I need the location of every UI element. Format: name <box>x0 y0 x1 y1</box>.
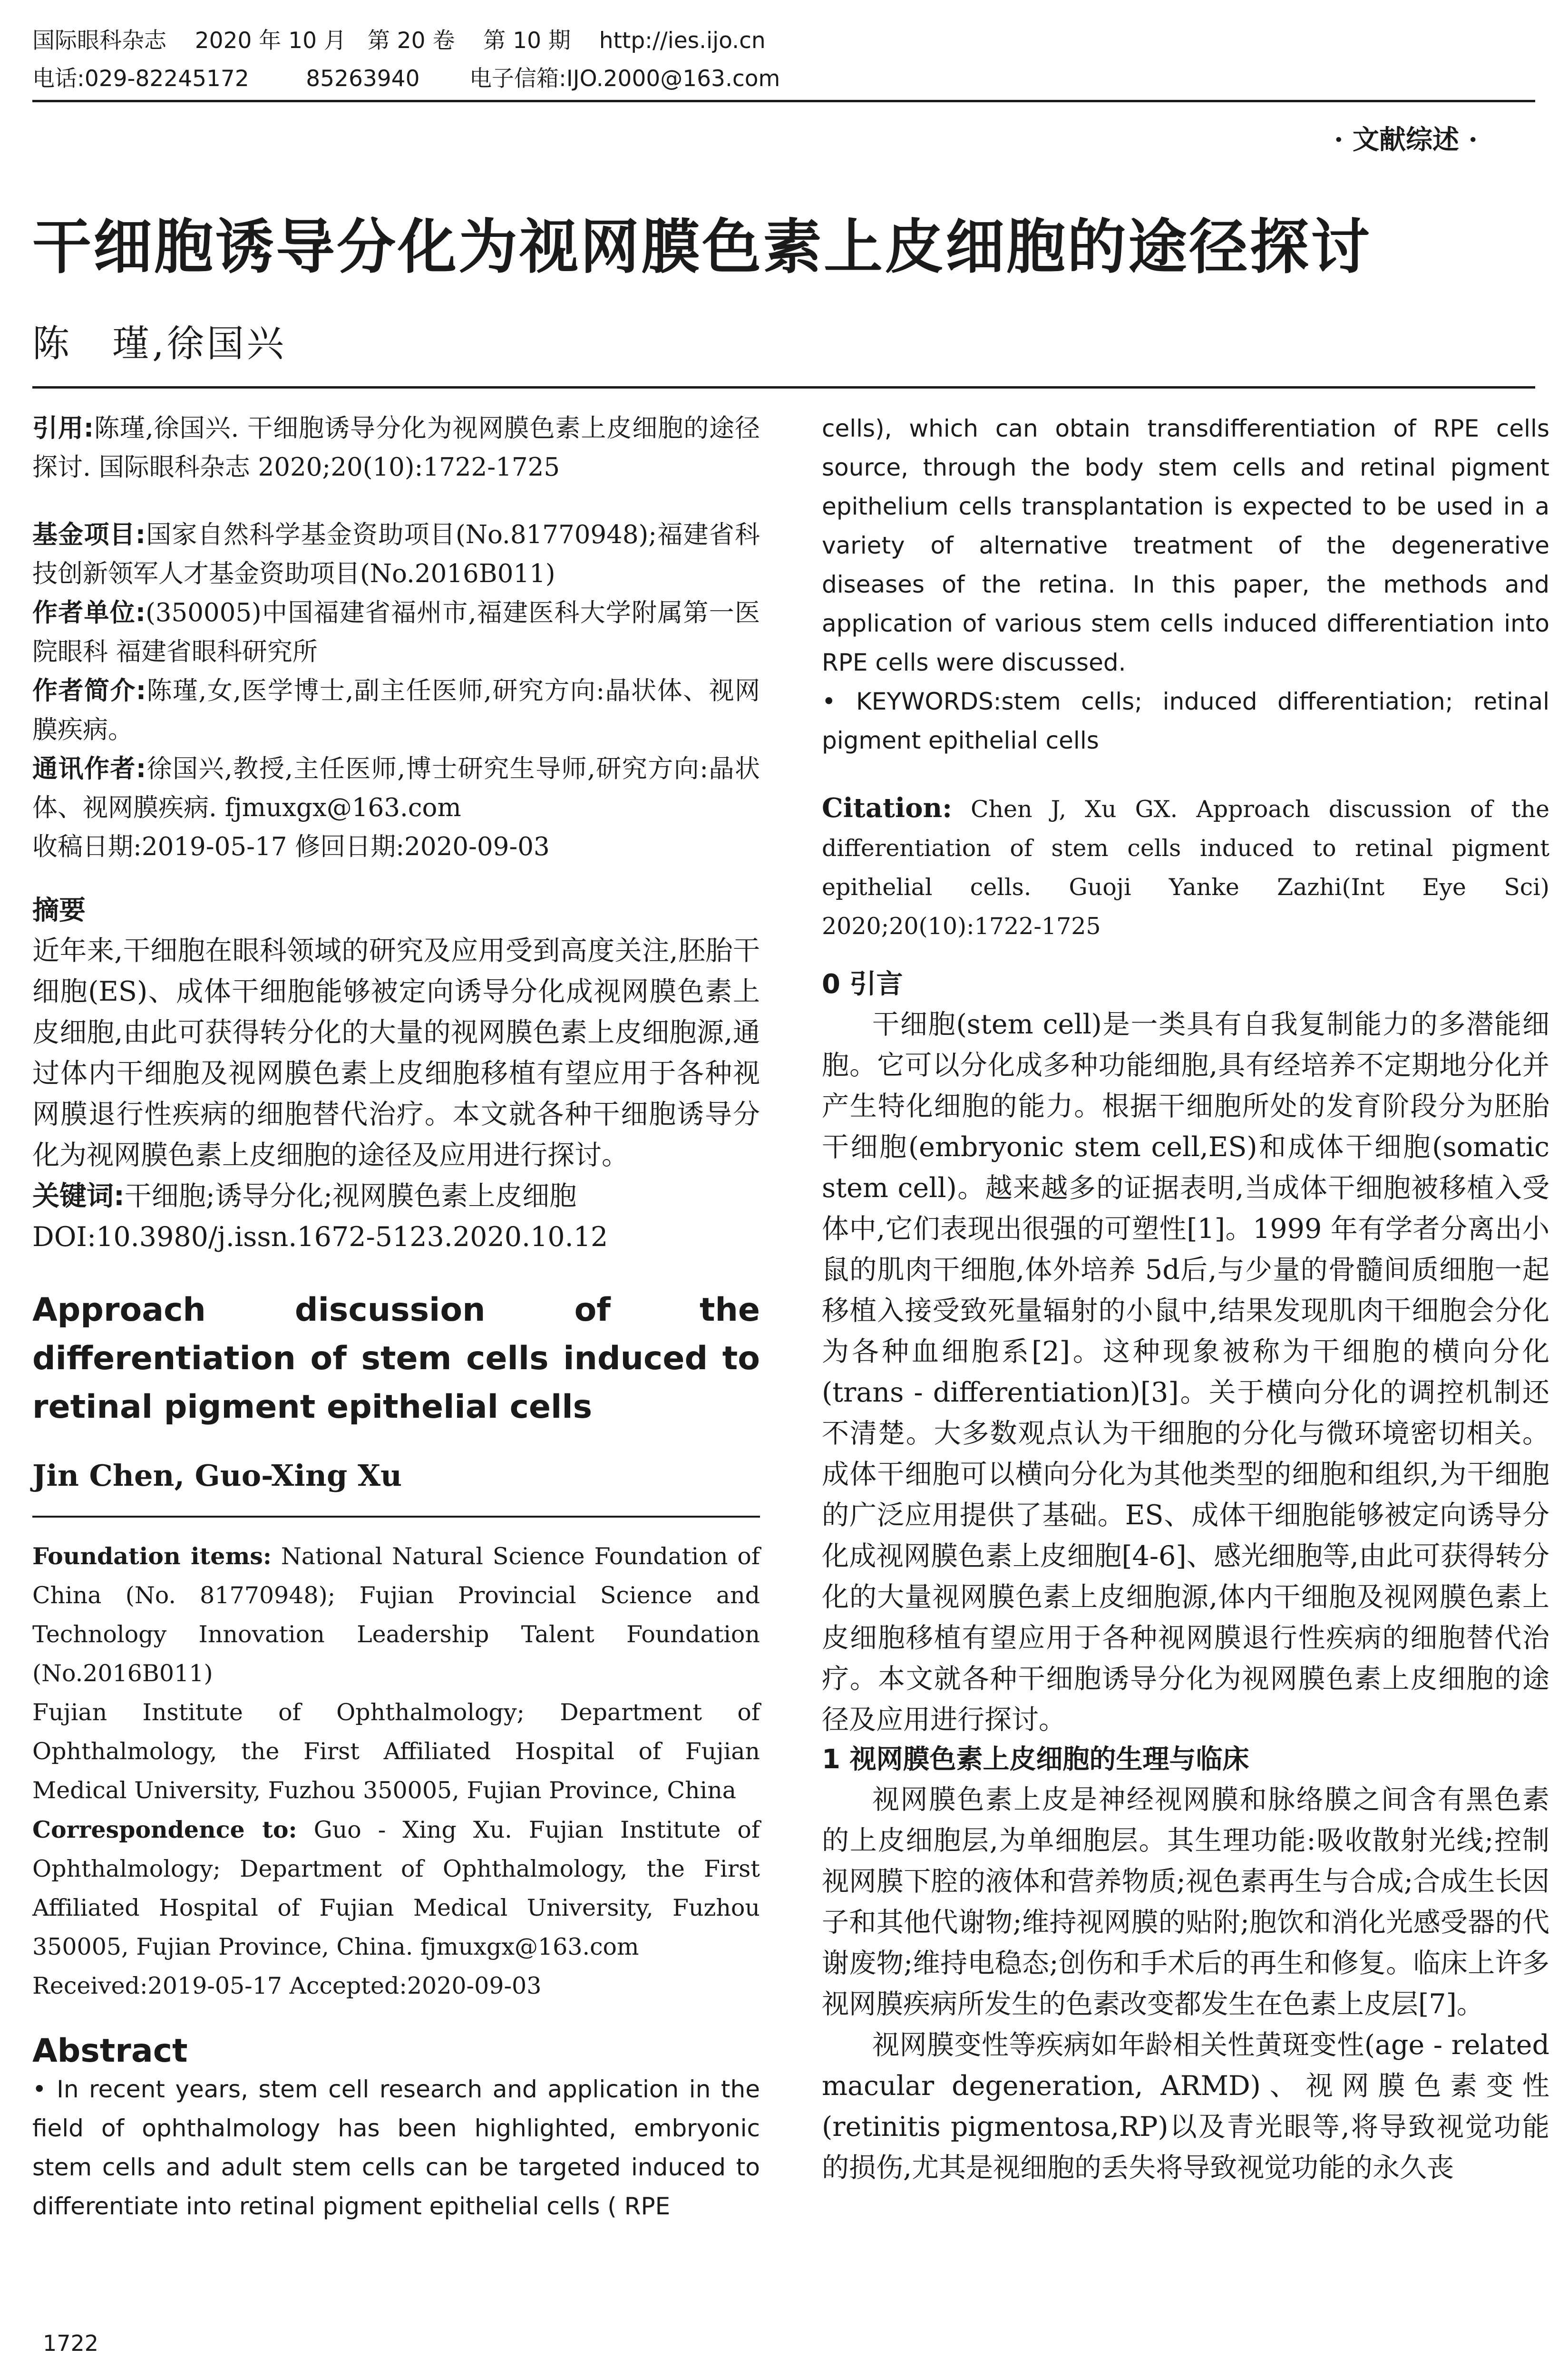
english-correspondence-text: Guo - Xing Xu. Fujian Institute of Ophthalmology; Department of Ophthalmology, the First Affiliated Hospital of Fujian Medical University, Fuzhou 350005, Fujian Province, China. fjmuxgx@163.com <box>32 1816 760 1960</box>
author-bio-text: 陈瑾,女,医学博士,副主任医师,研究方向:晶状体、视网膜疾病。 <box>32 676 760 744</box>
author-bio-label: 作者简介: <box>32 676 146 705</box>
citation-block <box>32 409 760 487</box>
article-title: 干细胞诱导分化为视网膜色素上皮细胞的途径探讨 <box>32 213 1372 282</box>
english-authors-rule <box>32 1516 760 1518</box>
english-authors: Jin Chen, Guo-Xing Xu <box>32 1458 402 1493</box>
english-foundation-block <box>32 1537 760 1693</box>
correspondence-block <box>32 750 760 828</box>
english-citation-label: Citation: <box>822 792 952 824</box>
article-authors: 陈 瑾,徐国兴 <box>32 322 287 365</box>
funding-label: 基金项目: <box>32 520 146 549</box>
journal-header-line1: 国际眼科杂志 2020 年 10 月 第 20 卷 第 10 期 http://ies.ijo.cn <box>32 28 766 54</box>
abstract-heading-zh: 摘要 <box>32 895 86 926</box>
affiliation-label: 作者单位: <box>32 598 146 627</box>
keywords-block <box>32 1176 760 1217</box>
section-1-paragraph-1: 视网膜色素上皮是神经视网膜和脉络膜之间含有黑色素的上皮细胞层,为单细胞层。其生理功能:吸收散射光线;控制视网膜下腔的液体和营养物质;视色素再生与合成;合成生长因子和其他代谢物;维持视网膜的贴附;胞饮和消化光感受器的代谢废物;维持电稳态;创伤和手术后的再生和修复。临床上许多视网膜疾病所发生的色素改变都发生在色素上皮层[7]。 <box>822 1784 1549 2020</box>
doi-line: DOI:10.3980/j.issn.1672-5123.2020.10.12 <box>32 1221 608 1253</box>
english-abstract-heading: Abstract <box>32 2032 188 2070</box>
english-foundation-label: Foundation items: <box>32 1542 272 1570</box>
right-column <box>822 409 1549 2188</box>
abstract-text-zh: 近年来,干细胞在眼科领域的研究及应用受到高度关注,胚胎干细胞(ES)、成体干细胞能够被定向诱导分化成视网膜色素上皮细胞,由此可获得转分化的大量的视网膜色素上皮细胞源,通过体内干细胞及视网膜色素上皮细胞移植有望应用于各种视网膜退行性疾病的细胞替代治疗。本文就各种干细胞诱导分化为视网膜色素上皮细胞的途径及应用进行探讨。 <box>32 935 760 1171</box>
english-correspondence-label: Correspondence to: <box>32 1816 297 1843</box>
english-citation-text: Chen J, Xu GX. Approach discussion of the differentiation of stem cells induced to retinal pigment epithelial cells. Guoji Yanke Zazhi(Int Eye Sci) 2020;20(10):1722-1725 <box>822 796 1549 940</box>
affiliation-text: (350005)中国福建省福州市,福建医科大学附属第一医院眼科 福建省眼科研究所 <box>32 598 760 666</box>
journal-header-line2: 电话:029-82245172 85263940 电子信箱:IJO.2000@163.com <box>32 66 780 92</box>
section-1-heading: 1 视网膜色素上皮细胞的生理与临床 <box>822 1744 1249 1775</box>
english-citation-block <box>822 789 1549 946</box>
english-title: Approach discussion of the differentiation of stem cells induced to retinal pigment epithelial cells <box>32 1291 760 1426</box>
english-abstract-start: • In recent years, stem cell research and application in the field of ophthalmology has been highlighted, embryonic stem cells and adult stem cells can be targeted induced to differentiate into retinal pigment epithelial cells ( RPE <box>32 2075 760 2220</box>
keywords-label: 关键词: <box>32 1180 125 1212</box>
english-abstract-continued: cells), which can obtain transdifferentiation of RPE cells source, through the body stem cells and retinal pigment epithelium cells transplantation is expected to be used in a variety of alternative treatment of the degenerative diseases of the retina. In this paper, the methods and application of various stem cells induced differentiation into RPE cells were discussed. <box>822 415 1549 676</box>
section-0-paragraph: 干细胞(stem cell)是一类具有自我复制能力的多潜能细胞。它可以分化成多种功能细胞,具有经培养不定期地分化并产生特化细胞的能力。根据干细胞所处的发育阶段分为胚胎干细胞(embryonic stem cell,ES)和成体干细胞(somatic stem cell)。越来越多的证据表明,当成体干细胞被移植入受体中,它们表现出很强的可塑性[1]。1999 年有学者分离出小鼠的肌肉干细胞,体外培养 5d后,与少量的骨髓间质细胞一起移植入接受致死量辐射的小鼠中,结果发现肌肉干细胞会分化为各种血细胞系[2]。这种现象被称为干细胞的横向分化(trans - differentiation)[3]。关于横向分化的调控机制还不清楚。大多数观点认为干细胞的分化与微环境密切相关。成体干细胞可以横向分化为其他类型的细胞和组织,为干细胞的广泛应用提供了基础。ES、成体干细胞能够被定向诱导分化成视网膜色素上皮细胞[4-6]、感光细胞等,由此可获得转分化的大量视网膜色素上皮细胞源,体内干细胞及视网膜色素上皮细胞移植有望应用于各种视网膜退行性疾病的细胞替代治疗。本文就各种干细胞诱导分化为视网膜色素上皮细胞的途径及应用进行探讨。 <box>822 1009 1549 1735</box>
english-foundation-text: National Natural Science Foundation of China (No. 81770948); Fujian Provincial Science and Technology Innovation Leadership Talent Foundation (No.2016B011) <box>32 1543 760 1687</box>
left-column <box>32 409 760 2226</box>
funding-block <box>32 516 760 594</box>
header-rule <box>32 100 1535 102</box>
page-number: 1722 <box>43 2330 99 2356</box>
funding-text: 国家自然科学基金资助项目(No.81770948);福建省科技创新领军人才基金资助项目(No.2016B011) <box>32 520 760 588</box>
section-tag: · 文献综述 · <box>1334 124 1478 156</box>
citation-text: 陈瑾,徐国兴. 干细胞诱导分化为视网膜色素上皮细胞的途径探讨. 国际眼科杂志 2020;20(10):1722-1725 <box>32 414 760 482</box>
title-rule <box>32 386 1535 389</box>
section-1-paragraph-2: 视网膜变性等疾病如年龄相关性黄斑变性(age - related macular degeneration, ARMD)、视网膜色素变性(retinitis pigmentosa,RP)以及青光眼等,将导致视觉功能的损伤,尤其是视细胞的丢失将导致视觉功能的永久丧 <box>822 2029 1549 2183</box>
keywords-text: 干细胞;诱导分化;视网膜色素上皮细胞 <box>124 1180 577 1212</box>
english-dates: Received:2019-05-17 Accepted:2020-09-03 <box>32 1972 542 1999</box>
english-affiliation: Fujian Institute of Ophthalmology; Department of Ophthalmology, the First Affiliated Hospital of Fujian Medical University, Fuzhou 350005, Fujian Province, China <box>32 1699 760 1804</box>
citation-label: 引用: <box>32 414 94 443</box>
correspondence-label: 通讯作者: <box>32 754 146 783</box>
section-0-heading: 0 引言 <box>822 969 903 1000</box>
author-bio-block <box>32 672 760 750</box>
english-correspondence-block <box>32 1810 760 1967</box>
affiliation-block <box>32 594 760 672</box>
dates-line: 收稿日期:2019-05-17 修回日期:2020-09-03 <box>32 832 550 861</box>
english-keywords: • KEYWORDS:stem cells; induced differentiation; retinal pigment epithelial cells <box>822 688 1549 754</box>
correspondence-text: 徐国兴,教授,主任医师,博士研究生导师,研究方向:晶状体、视网膜疾病. fjmuxgx@163.com <box>32 754 760 822</box>
